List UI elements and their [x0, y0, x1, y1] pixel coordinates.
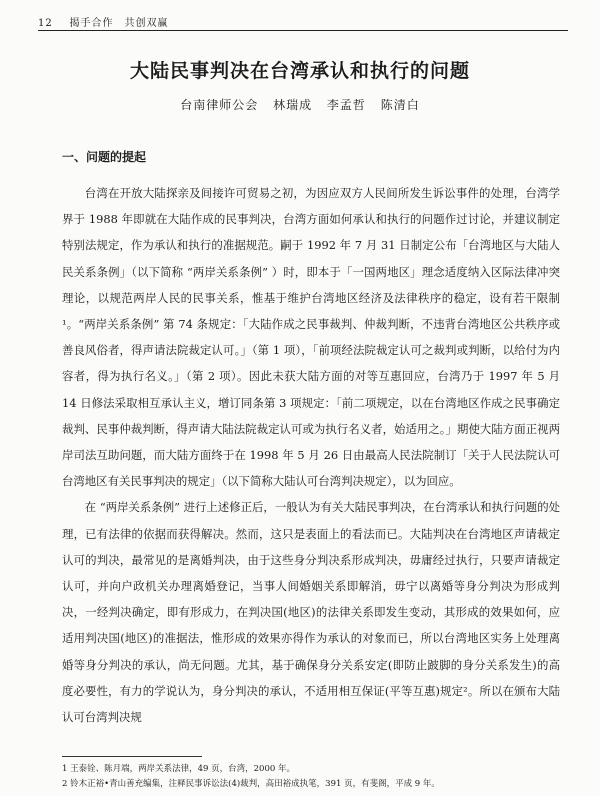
running-header [38, 14, 578, 29]
author-name: 李孟哲 [326, 98, 366, 112]
page-number: 12 [38, 18, 53, 29]
footnote-rule [62, 756, 202, 757]
author-affiliation: 台南律师公会 [180, 98, 259, 112]
paragraph: 在 “两岸关系条例” 进行上述修正后，一般认为有关大陆民事判决，在台湾承认和执行问题的处理，已有法律的依据而获得解决。然而，这只是表面上的看法而已。大陆判决在台湾地区声请裁定认可的判决，最常见的是离婚判决，由于这些身分判决系形成判决，毋庸经过执行，只要声请裁定认可，并向户政机关办理离婚登记，当事人间婚姻关系即解消，毋宁以离婚等身分判决为形成判决，一经判决确定，即有形成力，在判决国(地区)的法律关系即发生变动，其形成的效果如何，应适用判决国(地区)的准据法，惟形成的效果亦得作为承认的对象而已，所以台湾地区实务上处理离婚等身分判决的承认，尚无问题。尤其，基于确保身分关系安定(即防止跛脚的身分关系发生)的高度必要性，有力的学说认为，身分判决的承认，不适用相互保证(平等互惠)规定²。所以在颁布大陆认可台湾判决规 [62, 500, 560, 725]
paragraph: 台湾在开放大陆探亲及间接许可贸易之初，为因应双方人民间所发生诉讼事件的处理，台湾学界于 1988 年即就在大陆作成的民事判决，台湾方面如何承认和执行的问题作过讨论，并建议制定特别法规定，作为承认和执行的准据规范。嗣于 1992 年 7 月 31 日制定公布「台湾地区与大陆人民关系条例」（以下简称 “两岸关系条例” ）时，即本于「一国两地区」理念适度纳入区际法律冲突理论，以规范两岸人民的民事关系，惟基于维护台湾地区经济及法律秩序的稳定，设有若干限制¹。“两岸关系条例” 第 74 条规定：「大陆作成之民事裁判、仲裁判断，不违背台湾地区公共秩序或善良风俗者，得声请法院裁定认可。」（第 1 项），「前项经法院裁定认可之裁判或判断，以给付为内容者，得为执行名义。」（第 2 项）。因此未获大陆方面的对等互惠回应，台湾乃于 1997 年 5 月 14 日修法采取相互承认主义，增订同条第 3 项规定：「前二项规定，以在台湾地区作成之民事确定裁判、民事仲裁判断，得声请大陆法院裁定认可或为执行名义者，始适用之。」期使大陆方面正视两岸司法互助问题，而大陆方面终于在 1998 年 5 月 26 日由最高人民法院制订「关于人民法院认可台湾地区有关民事判决的规定」（以下简称大陆认可台湾判决规定），以为回应。 [62, 186, 560, 489]
section-heading: 一、问题的提起 [62, 150, 147, 164]
author-name: 林瑞成 [273, 98, 313, 112]
journal-title: 揭手合作 共创双赢 [69, 18, 169, 29]
header-rule [38, 30, 568, 31]
article-title: 大陆民事判决在台湾承认和执行的问题 [129, 60, 470, 82]
footnote: 2 铃木正裕•青山善充编集，注释民事诉讼法(4)裁判，高田裕成执笔，391 页，有斐阁，平成 9 年。 [62, 779, 440, 789]
footnotes [62, 762, 562, 792]
authors-line [0, 96, 600, 113]
author-name: 陈清白 [380, 98, 420, 112]
footnote: 1 王泰铨、陈月端，两岸关系法律，49 页，台湾，2000 年。 [62, 764, 295, 774]
body-text [62, 180, 560, 730]
